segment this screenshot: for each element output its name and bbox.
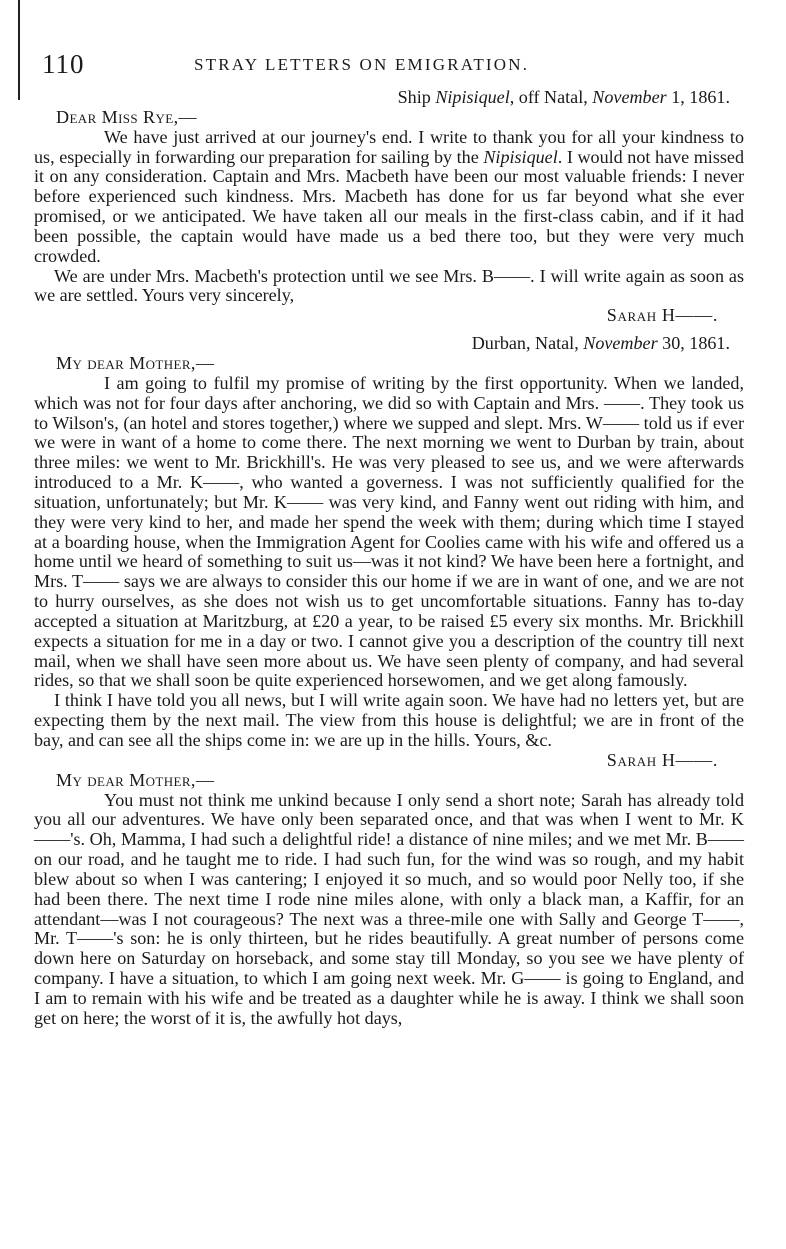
letter-2 [34, 334, 744, 771]
letter-1-paragraph-2: We are under Mrs. Macbeth's protection until we see Mrs. B——. I will write again as soon as we are settled. Yours very sincerely, [34, 265, 744, 306]
page-header [34, 49, 744, 84]
letter-1-paragraph-1: We have just arrived at our journey's end. I write to thank you for all your kindness to us, especially in forwarding our preparation for sailing by the Nipisiquel. I would not have missed it on any consideration. Captain and Mrs. Macbeth have been our most valuable friends: I never before experienced such kindness. Mrs. Macbeth has done for us far beyond what she ever promised, or we anticipated. We have taken all our meals in the first-class cabin, and if it had been possible, the captain would have made us a bed there too, but they were very much crowded. [34, 126, 744, 266]
letter-3 [34, 771, 744, 1029]
page-body [34, 88, 744, 1029]
letter-3-salutation: My dear Mother,— [56, 769, 215, 790]
running-title: STRAY LETTERS ON EMIGRATION. [194, 55, 530, 74]
letter-1-salutation: Dear Miss Rye,— [56, 106, 198, 127]
letter-1-signature: Sarah H——. [606, 305, 718, 326]
letter-3-paragraph-1: You must not think me unkind because I only send a short note; Sarah has already told you all our adventures. We have only been separated once, and that was when I went to Mr. K——'s. Oh, Mamma, I had such a delightful ride! a distance of nine miles; and we met Mr. B—— on our road, and he taught me to ride. I had such fun, for the wind was so rough, and my habit blew about so when I was cantering; I enjoyed it so much, and so would poor Nelly too, if she had been there. The next time I rode nine miles alone, with only a black man, a Kaffir, for an attendant—was I not courageous? The next was a three-mile one with Sally and George T——, Mr. T——'s son: he is only thirteen, but he rides beautifully. A great number of persons come down here on Saturday on horseback, and some stay till Monday, so you see we have plenty of company. I have a situation, to which I am going next week. Mr. G—— is going to England, and I am to remain with his wife and be treated as a daughter while he is away. I think we shall soon get on here; the worst of it is, the awfully hot days, [34, 789, 744, 1028]
letter-2-paragraph-1: I am going to fulfil my promise of writing by the first opportunity. When we landed, which was not for four days after anchoring, we did so with Captain and Mrs. ——. They took us to Wilson's, (an hotel and stores together,) where we supped and slept. Mrs. W—— told us if ever we were in want of a home to come there. The next morning we went to Durban by train, about three miles: we went to Mr. Brickhill's. He was very pleased to see us, and we were afterwards introduced to a Mr. K——, who wanted a governess. I was not sufficiently qualified for the situation, unfortunately; but Mr. K—— was very kind, and Fanny went out riding with him, and they were very kind to her, and made her spend the week with them; during which time I stayed at a boarding house, when the Immigration Agent for Coolies came with his wife and offered us a home until we heard of something to suit us—was it not kind? We have been here a fortnight, and Mrs. T—— says we are always to consider this our home if we are in want of one, and we are not to hurry ourselves, as she does not wish us to get uncomfortable situations. Fanny has to-day accepted a situation at Maritzburg, at £20 a year, to be raised £5 every six months. Mr. Brickhill expects a situation for me in a day or two. I cannot give you a description of the country till next mail, when we shall have seen more about us. We have seen plenty of company, and had several rides, so that we shall soon be quite experienced horsewomen, and we get along famously. [34, 372, 744, 691]
margin-rule [18, 0, 20, 100]
letter-2-signature: Sarah H——. [606, 749, 718, 770]
letter-1-dateline: Ship Nipisiquel, off Natal, November 1, 1861. [397, 87, 730, 107]
letter-2-dateline: Durban, Natal, November 30, 1861. [471, 333, 730, 354]
letter-1 [34, 88, 744, 326]
page-number: 110 [42, 49, 85, 79]
letter-2-paragraph-2: I think I have told you all news, but I will write again soon. We have had no letters yet, but are expecting them by the next mail. The view from this house is delightful; we are in front of the bay, and can see all the ships come in: we are up in the hills. Yours, &c. [34, 690, 744, 750]
letter-2-salutation: My dear Mother,— [56, 352, 215, 373]
